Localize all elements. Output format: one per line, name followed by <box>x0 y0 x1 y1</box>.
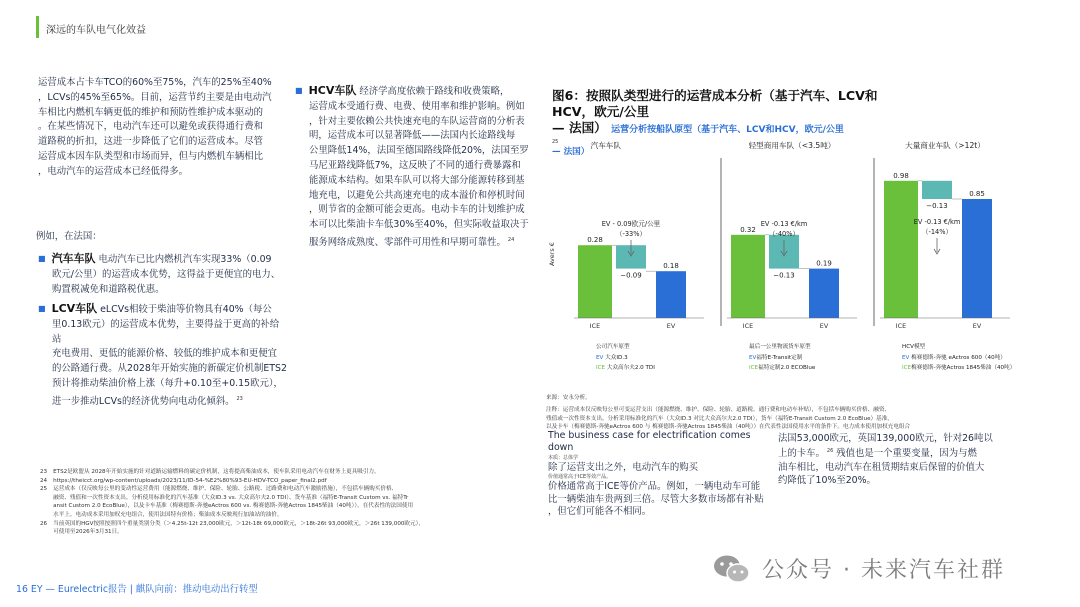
bar-value-ev: 0.85 <box>969 190 985 198</box>
legend-entry: EV 梅赛德斯-奔驰 eActros 600（40吨） <box>902 355 1006 361</box>
bar-ice <box>884 181 918 318</box>
tick-label: EV <box>972 322 982 330</box>
car-fleet-heading: ■ 汽车车队 <box>38 252 96 265</box>
legend-entry: ICE梅赛德斯-奔驰Actros 1845柴油（40吨） <box>902 365 1016 371</box>
footnotes: 23 ETS2是欧盟从 2028年开始实施的针对道路运输燃料的碳定价机制，这将提高柴油成本，使车队采用电动汽车在财务上更具吸引力。 24 https://theicct.org/wp-content/uploads/2023/11/ID-54-%E2%80%93-EU-HDV-TCO_paper_final2.pdf 25 运营成本（仅反映每公里的变动性运营费用（能源燃烧、维护、保险、轮胎、公路税、过路费和电动汽车激励措施），不包括车辆购买价格、 融资、残值和一次性资本支出。分析使用标准化的汽车基准（大众ID.3 vs. 大众高尔夫2.0 TDI）、货车基准（福特E-Transit Custom vs. 福特Tr ansit Custom 2.0 EcoBlue），以及卡车基准（梅赛德斯-奔驰eActros 600 vs. 梅赛德斯-奔驰Actros 1845柴油（40吨）），在代表性的法国使用 水平上。电动成本采用加权充电组合，使用法国特有价格；柴油成本反映现行加油站的油价。 26 当前英国的HGV按照按照四个重量类别分类（＞4.25t-12t 23,000欧元，＞12t-18t 69,000欧元，＞18t-26t 93,000欧元，＞26t 139,000欧元）， 可使用至2026年3月31日。 <box>40 469 425 536</box>
page-footer: 16 EY — Eurelectric报告 | 麒队向前：推动电动出行转型 <box>16 584 258 595</box>
lcv-fleet-block: ■ LCV车队 eLCVs相较于柴油等价物具有40%（每公 里0.13欧元）的运营成本优势，主要得益于更高的补给站 充电费用、更低的能源价格、较低的维护成本和更便宜 的公路通行费。从2028年开始实施的新碳定价机制ETS2 预计将推动柴油价格上涨（每升+0.10至+0.15欧元）， 进一步推动LCVs的经济优势向电动化倾斜。 $^{23}$ <box>38 302 288 410</box>
panel-title: 汽车车队 <box>590 141 621 150</box>
bar-value-ice: 0.32 <box>740 225 756 234</box>
lcv-fleet-heading: ■ LCV车队 <box>38 302 97 315</box>
figure-notes: 注释：运营成本仅反映每公里可变运营支出（能源燃烧、维护、保险、轮胎、道路税、通行费和电动车补贴），不包括车辆购买价格、融资、 残值或一次性资本支出。分析采用标准化的汽车（大众ID.3 对比大众高尔夫2.0 TDI），货车（福特E-Transit Custom 2.0 EcoBlue）基准， 以及卡车（梅赛德斯-奔驰eActros 600 与 梅赛德斯-奔驰Actros 1845柴油（40吨））在代表性法国使用水平的条件下。电力成本使用加权充电组合 <box>546 407 911 431</box>
tick-label: ICE <box>742 322 754 330</box>
legend-entry: EV 大众ID.3 <box>596 355 628 361</box>
page-header-title: 深远的车队电气化效益 <box>46 25 146 36</box>
bar-value-ev: 0.18 <box>663 262 679 271</box>
residual-value-block: 法国53,000欧元，英国139,000欧元，针对26吨以 上的卡车。 $^{26}$ 残值也是一个重要变量，因为与燃 油车相比，电动汽车在租赁期结束后保留的价值大 约降低了10%至20%。 <box>778 433 993 487</box>
archetype-label: 最后一公里物流货车原型 <box>749 344 811 350</box>
bar-ev <box>656 271 686 318</box>
legend-entry: ICE福特定制2.0 ECOBlue <box>749 365 816 371</box>
tick-label: ICE <box>895 322 907 330</box>
tick-label: ICE <box>589 322 601 330</box>
bar-ev <box>962 199 992 318</box>
bar-value-delta: −0.09 <box>620 271 642 280</box>
delta-annotation-pct: （-33%） <box>615 230 647 238</box>
opex-waterfall-chart <box>548 128 1016 388</box>
panel-title: 大量商业车队（>12t） <box>905 141 985 150</box>
y-axis-label: Avers € <box>548 242 556 266</box>
delta-annotation-pct: （-40%） <box>768 230 800 238</box>
purchase-price-block: The business case for electrification comes down 本质：总体学 除了运营支出之外，电动汽车的购买 价值通常高于ICE等效产品。 价格通常高于ICE等价产品。例如，一辆电动车可能 比一辆柴油车贵两到三倍。尽管大多数市场都有补贴 ，但它们可能各不相同。 <box>548 430 764 518</box>
tick-label: EV <box>666 322 676 330</box>
figure-source: 来源：安永分析。 <box>546 395 591 401</box>
panel-title: 轻型商用车队（<3.5吨） <box>748 141 836 150</box>
header-accent-bar <box>36 16 39 38</box>
watermark-text: 公众号 · 未来汽车社群 <box>762 558 1005 583</box>
france-intro: 例如，在法国： <box>36 231 102 242</box>
archetype-label: HCV模型 <box>902 344 926 350</box>
bar-value-delta: −0.13 <box>926 202 948 210</box>
bar-ice <box>731 235 765 318</box>
left-paragraph: 运营成本占卡车TCO的60%至75%，汽车的25%至40% ，LCVs的45%至65%。目前，运营节约主要是由电动汽 车相比内燃机车辆更低的维护和预防性维护成本驱动的 。在某些情况下，电动汽车还可以避免或获得通行费和 道路税的折扣，这进一步降低了它们的运营成本。尽管 运营成本因车队类型和市场而异，但与内燃机车辆相比 ，电动汽车的运营成本已经低得多。 <box>38 77 272 177</box>
tick-label: EV <box>819 322 829 330</box>
bar-value-ev: 0.19 <box>816 259 832 268</box>
hcv-fleet-heading: ■ HCV车队 <box>295 84 356 97</box>
archetype-label: 公司汽车原型 <box>596 344 630 350</box>
delta-annotation: EV -0.13 €/km <box>913 218 961 226</box>
bar-ev <box>809 269 839 318</box>
bar-ice <box>578 245 612 318</box>
figure-title: 图6：按照队类型进行的运营成本分析（基于汽车、LCV和HCV，欧元/公里 — 法国） 运营分析按船队原型（基于汽车、LCV和HCV，欧元/公里 25 — 法国） <box>552 88 878 157</box>
legend-entry: EV福特E-Transit定制 <box>749 355 803 361</box>
wechat-logo-icon <box>712 553 752 585</box>
bar-value-delta: −0.13 <box>773 271 795 280</box>
car-fleet-block: ■ 汽车车队 电动汽车已比内燃机汽车实现33%（0.09 欧元/公里）的运营成本优势，这得益于更便宜的电力、 购置税减免和道路税优惠。 <box>38 252 288 297</box>
delta-annotation-pct: （-14%） <box>921 228 953 236</box>
figure-subtitle: 运营分析按船队原型（基于汽车、LCV和HCV，欧元/公里 <box>611 125 844 135</box>
legend-entry: ICE 大众高尔夫2.0 TDI <box>596 365 655 371</box>
delta-annotation: EV -0.13 €/km <box>760 220 808 228</box>
hcv-fleet-block: ■ HCV车队 经济学高度依赖于路线和收费策略， 运营成本受通行费、电费、使用率和维护影响。例如 ，针对主要依赖公共快速充电的车队运营商的分析表 明，运营成本可以显著降低——法国内长途路线每 公里降低14%，法国至德国路线降低20%，法国至罗 马尼亚路线降低7%，这反映了不同的通行费暴露和 能源成本结构。如果车队可以将大部分能源转移到基 地充电，以避免公共高速充电的成本溢价和停机时间 ，则节省的金额可能会更高。电动卡车的计划维护成 本可以比柴油卡车低30%至40%，但实际收益取决于 服务网络成熟度、零部件可用性和早期可靠性。 $^{24}$ <box>295 84 535 251</box>
bar-value-ice: 0.98 <box>893 171 909 180</box>
delta-annotation: EV - 0.09欧元/公里 <box>601 220 661 228</box>
bar-value-ice: 0.28 <box>587 236 603 245</box>
bar-delta <box>922 181 952 199</box>
